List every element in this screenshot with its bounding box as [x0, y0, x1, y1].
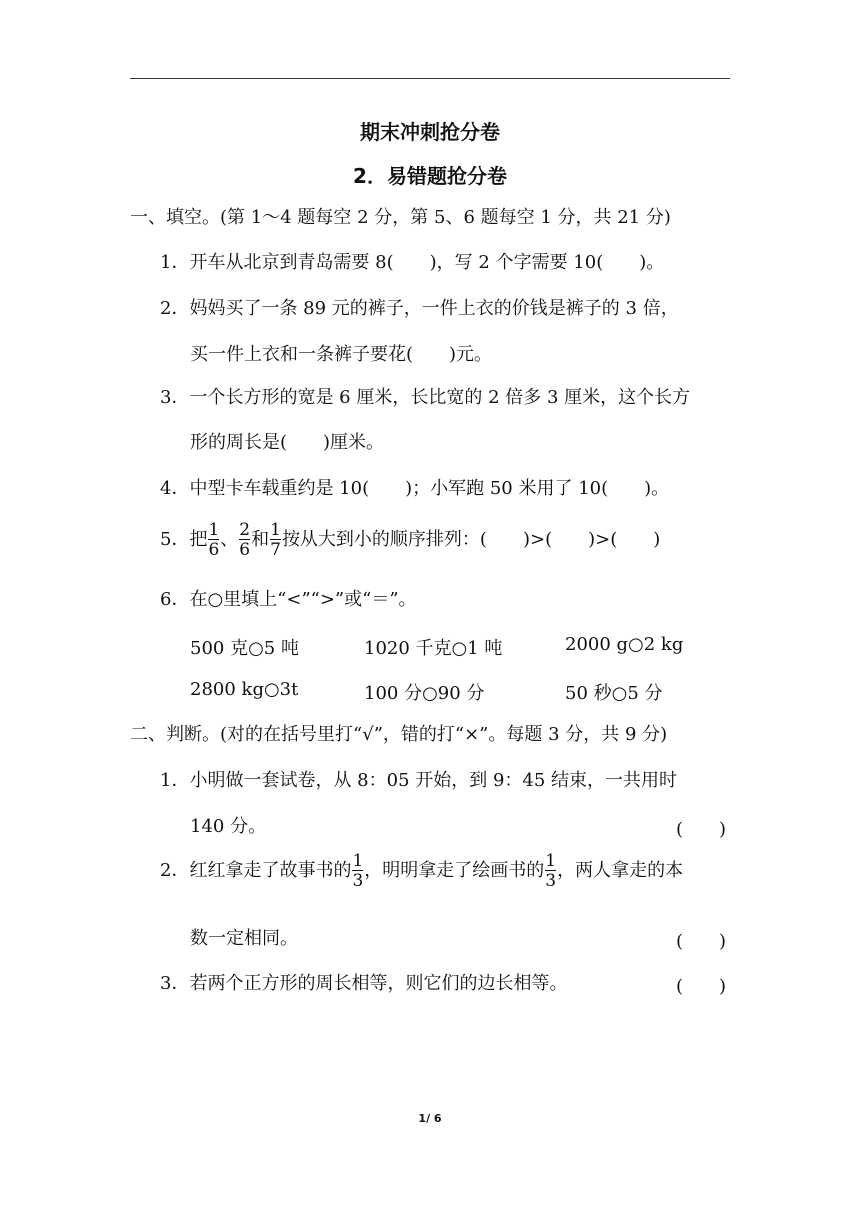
page-number: 1/ 6 — [418, 1112, 442, 1125]
fraction-1-7: $\frac{1}{7}$ — [270, 520, 281, 560]
fraction-1-6: $\frac{1}{6}$ — [208, 520, 220, 560]
question-2-1-line1: 1．小明做一套试卷，从 8：05 开始，到 9：45 结束，一共用时 — [160, 770, 678, 791]
compare-item: 1020 千克○1 吨 — [364, 638, 503, 659]
header-rule — [130, 78, 730, 79]
page-title: 期末冲刺抢分卷 — [360, 120, 500, 144]
question-1-6: 6．在○里填上“<”“>”或“＝”。 — [160, 589, 417, 610]
compare-item: 500 克○5 吨 — [190, 638, 299, 659]
fraction-1-3: $\frac{1}{3}$ — [545, 851, 557, 891]
q2-suffix: ，两人拿走的本 — [557, 860, 684, 881]
q5-suffix: 按从大到小的顺序排列：( )>( )>( ) — [281, 529, 661, 550]
section2-heading: 二、判断。(对的在括号里打“√”，错的打“×”。每题 3 分，共 9 分) — [130, 724, 668, 745]
compare-item: 100 分○90 分 — [364, 683, 485, 704]
fraction-2-6: $\frac{2}{6}$ — [239, 520, 251, 560]
compare-item: 2000 g○2 kg — [565, 634, 684, 655]
question-2-2-line2: 数一定相同。 — [190, 928, 298, 949]
question-1-3-line1: 3．一个长方形的宽是 6 厘米，长比宽的 2 倍多 3 厘米，这个长方 — [160, 387, 691, 408]
compare-item: 2800 kg○3t — [190, 679, 299, 700]
question-1-2-line1: 2．妈妈买了一条 89 元的裤子，一件上衣的价钱是裤子的 3 倍， — [160, 298, 679, 319]
question-1-3-line2: 形的周长是( )厘米。 — [190, 432, 385, 453]
section1-heading: 一、填空。(第 1～4 题每空 2 分，第 5、6 题每空 1 分，共 21 分) — [130, 207, 671, 228]
q2-prefix: 2．红红拿走了故事书的 — [160, 860, 352, 881]
q2-mid: ，明明拿走了绘画书的 — [364, 860, 545, 881]
answer-paren: ( ) — [676, 976, 727, 997]
question-1-5 — [160, 520, 660, 560]
answer-paren: ( ) — [676, 819, 727, 840]
question-2-3: 3．若两个正方形的周长相等，则它们的边长相等。 — [160, 973, 568, 994]
question-2-2-line1 — [160, 851, 683, 891]
answer-paren: ( ) — [676, 931, 727, 952]
q5-sep2: 和 — [251, 529, 270, 550]
q5-prefix: 5．把 — [160, 529, 208, 550]
compare-item: 50 秒○5 分 — [565, 683, 663, 704]
question-2-1-line2: 140 分。 — [190, 816, 267, 837]
question-1-1: 1．开车从北京到青岛需要 8( )，写 2 个字需要 10( )。 — [160, 252, 665, 273]
q5-sep1: 、 — [220, 529, 239, 550]
question-1-4: 4．中型卡车载重约是 10( )；小军跑 50 米用了 10( )。 — [160, 478, 670, 499]
question-1-2-line2: 买一件上衣和一条裤子要花( )元。 — [190, 344, 493, 365]
fraction-1-3: $\frac{1}{3}$ — [352, 851, 364, 891]
page-subtitle: 2．易错题抢分卷 — [353, 164, 507, 188]
